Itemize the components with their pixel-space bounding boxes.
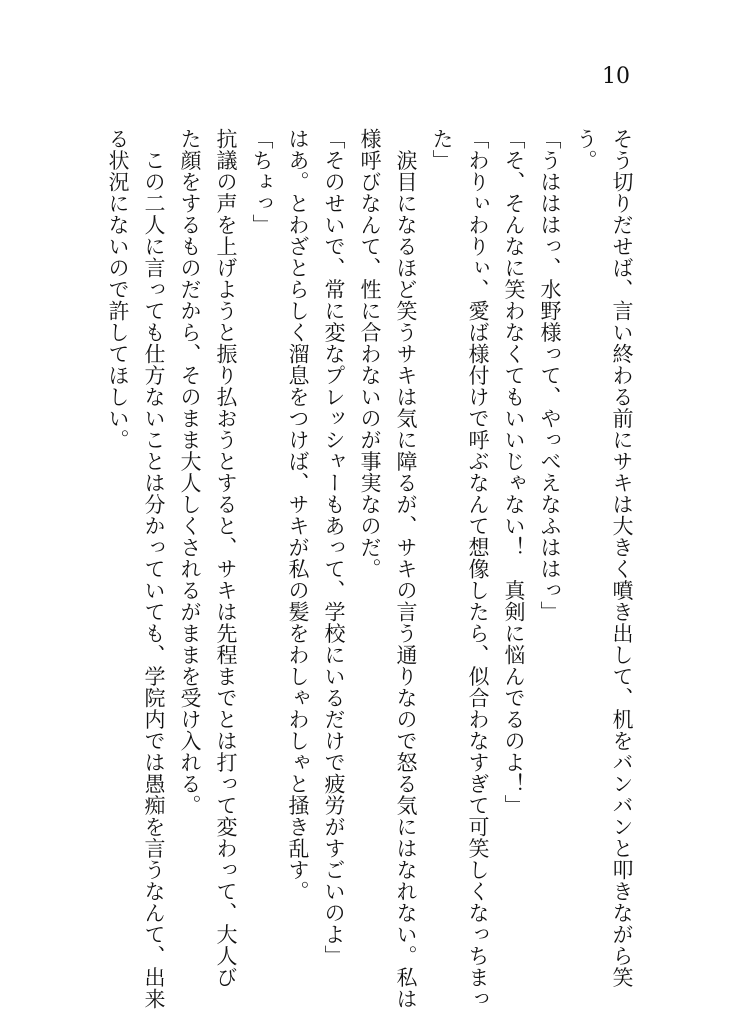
text-line: 「うはははっ、水野様って、やっべえなふははっ」	[538, 128, 562, 623]
novel-text-block	[106, 128, 640, 1010]
text-line: う。	[574, 128, 598, 171]
text-line: 「ちょっ」	[250, 128, 274, 236]
page-number: 10	[602, 64, 630, 89]
text-line: 「わりぃわりぃ、愛ば様付けで呼ぶなんて想像したら、似合わなすぎて可笑しくなっちまっ	[466, 128, 490, 1010]
text-line: 抗議の声を上げようと振り払おうとすると、サキは先程までとは打って変わって、大人び	[214, 128, 238, 988]
text-line: 「そ、そんなに笑わなくてもいいじゃない！ 真剣に悩んでるのよ！」	[502, 128, 526, 816]
text-line: そう切りだせば、言い終わる前にサキは大きく噴き出して、机をバンバンと叩きながら笑	[610, 128, 634, 988]
text-line: 涙目になるほど笑うサキは気に障るが、サキの言う通りなので怒る気にはなれない。私は	[394, 128, 418, 1010]
text-line: はあ。とわざとらしく溜息をつけば、サキが私の髪をわしゃわしゃと掻き乱す。	[286, 128, 310, 902]
text-line: る状況にないので許してほしい。	[106, 128, 130, 451]
text-line: 「そのせいで、常に変なプレッシャーもあって、学校にいるだけで疲労がすごいのよ」	[322, 128, 346, 967]
text-line: た顔をするものだから、そのまま大人しくされるがままを受け入れる。	[178, 128, 202, 816]
text-line: た」	[430, 128, 454, 171]
text-line: この二人に言っても仕方ないことは分かっていても、学院内では愚痴を言うなんて、出来	[142, 128, 166, 1010]
text-line: 様呼びなんて、性に合わないのが事実なのだ。	[358, 128, 382, 580]
